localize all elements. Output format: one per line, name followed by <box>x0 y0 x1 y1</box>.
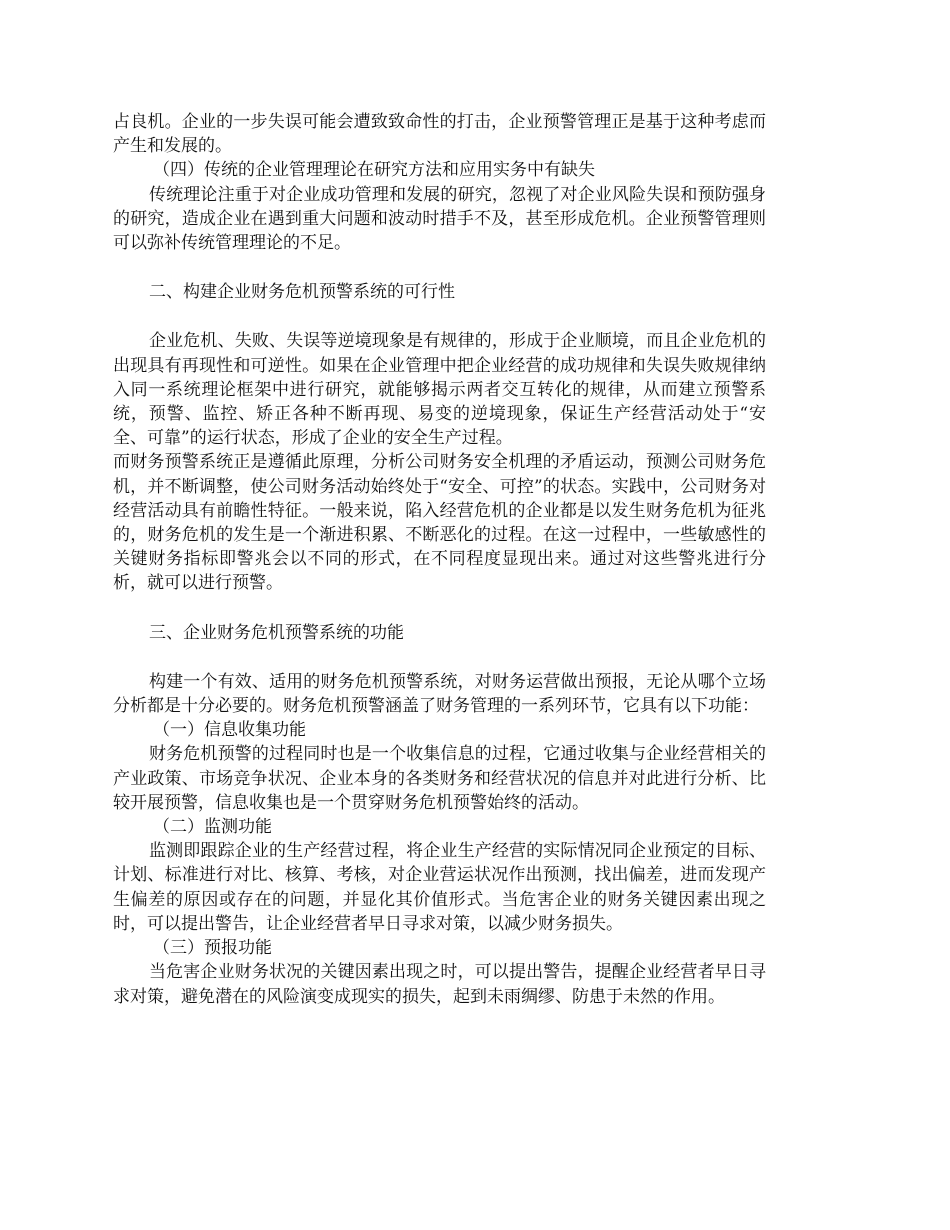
spacer <box>113 255 766 280</box>
paragraph-traditional-theory: 传统理论注重于对企业成功管理和发展的研究，忽视了对企业风险失误和预防强身的研究，造成企业在遇到重大问题和波动时措手不及，甚至形成危机。企业预警管理则可以弥补传统管理理论的不足。 <box>113 184 766 254</box>
subheading-monitoring: （二）监测功能 <box>153 817 272 838</box>
paragraph-monitoring: 监测即跟踪企业的生产经营过程，将企业生产经营的实际情况同企业预定的目标、计划、标准进行对比、核算、考核，对企业营运状况作出预测，找出偏差，进而发现产生偏差的原因或存在的问题，并显化其价值形式。当危害企业的财务关键因素出现之时，可以提出警告，让企业经营者早日寻求对策，以减少财务损失。 <box>113 841 766 934</box>
document-page <box>113 110 766 1009</box>
paragraph-intro-continuation: 占良机。企业的一步失误可能会遭致致命性的打击，企业预警管理正是基于这种考虑而产生和发展的。 <box>113 112 766 157</box>
paragraph-feasibility-2: 而财务预警系统正是遵循此原理，分析公司财务安全机理的矛盾运动，预测公司财务危机，并不断调整，使公司财务活动始终处于“安全、可控”的状态。实践中，公司财务对经营活动具有前瞻性特征。一般来说，陷入经营危机的企业都是以发生财务危机为征兆的，财务危机的发生是一个渐进积累、不断恶化的过程。在这一过程中，一些敏感性的关键财务指标即警兆会以不同的形式，在不同程度显现出来。通过对这些警兆进行分析，就可以进行预警。 <box>113 452 766 594</box>
paragraph-functions-intro: 构建一个有效、适用的财务危机预警系统，对财务运营做出预报，无论从哪个立场分析都是十分必要的。财务危机预警涵盖了财务管理的一系列环节，它具有以下功能： <box>113 671 766 717</box>
paragraph-feasibility-1: 企业危机、失败、失误等逆境现象是有规律的，形成于企业顺境，而且企业危机的出现具有再现性和可逆性。如果在企业管理中把企业经营的成功规律和失误失败规律纳入同一系统理论框架中进行研究，就能够揭示两者交互转化的规律，从而建立预警系统，预警、监控、矫正各种不断再现、易变的逆境现象，保证生产经营活动处于“安全、可靠”的运行状态，形成了企业的安全生产过程。 <box>113 331 766 449</box>
subheading-traditional-theory: （四）传统的企业管理理论在研究方法和应用实务中有缺失 <box>153 160 595 181</box>
spacer <box>113 596 766 621</box>
spacer <box>113 645 766 670</box>
subheading-forecasting: （三）预报功能 <box>153 938 272 959</box>
paragraph-info-collection: 财务危机预警的过程同时也是一个收集信息的过程，它通过收集与企业经营相关的产业政策、市场竞争状况、企业本身的各类财务和经营状况的信息并对此进行分析、比较开展预警，信息收集也是一个贯穿财务危机预警始终的活动。 <box>113 744 766 813</box>
paragraph-forecasting: 当危害企业财务状况的关键因素出现之时，可以提出警告，提醒企业经营者早日寻求对策，避免潜在的风险演变成现实的损失，起到未雨绸缪、防患于未然的作用。 <box>113 962 766 1007</box>
section-heading-feasibility: 二、构建企业财务危机预警系统的可行性 <box>149 282 455 303</box>
spacer <box>113 304 766 329</box>
section-heading-functions: 三、企业财务危机预警系统的功能 <box>149 622 404 643</box>
subheading-info-collection: （一）信息收集功能 <box>153 720 306 741</box>
